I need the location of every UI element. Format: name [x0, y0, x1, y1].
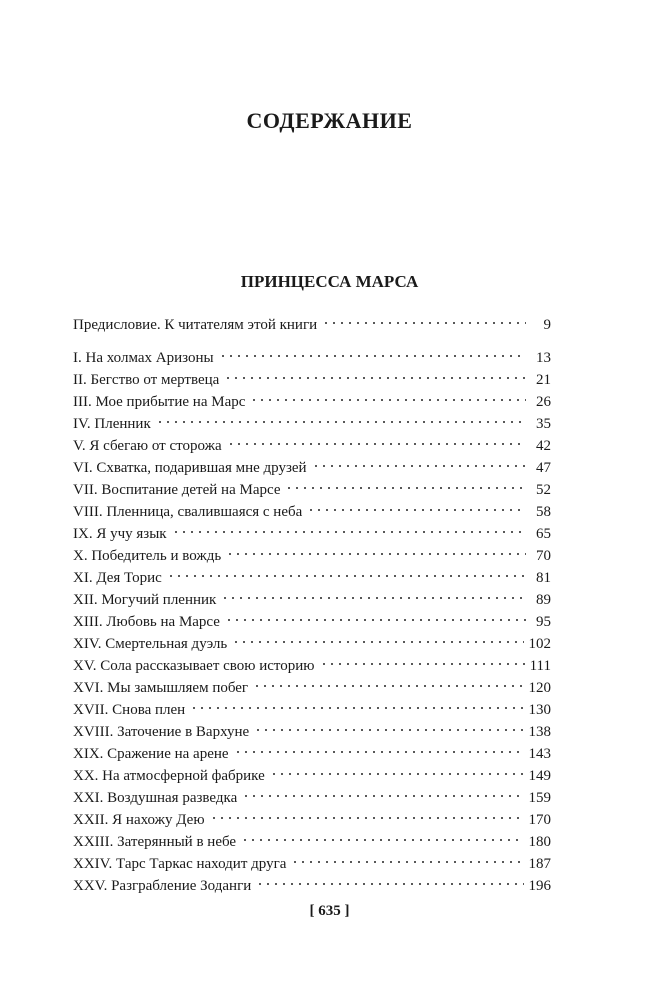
toc-entry-page: 143: [528, 746, 551, 762]
toc-entry-page: 187: [528, 856, 551, 872]
dot-leader: [172, 516, 526, 538]
toc-entry-title: IX. Я учу язык: [73, 526, 167, 542]
toc-entry-page: 52: [536, 482, 551, 498]
dot-leader: [227, 428, 526, 450]
toc-entry-title: VIII. Пленница, свалившаяся с неба: [73, 504, 303, 520]
dot-leader: [167, 560, 526, 582]
table-of-contents: [73, 307, 551, 894]
toc-entry-title: XVII. Снова плен: [73, 702, 186, 718]
toc-entry-page: 70: [536, 548, 551, 564]
toc-entry-page: 180: [528, 834, 551, 850]
toc-entry-page: 149: [528, 768, 551, 784]
toc-entry-page: 81: [536, 570, 551, 586]
toc-entry-title: XIII. Любовь на Марсе: [73, 614, 220, 630]
chapter-list: [73, 340, 551, 894]
dot-leader: [241, 824, 523, 846]
dot-leader: [307, 494, 526, 516]
toc-entry-title: XIX. Сражение на арене: [73, 746, 229, 762]
toc-entry-title: XXII. Я нахожу Дею: [73, 812, 205, 828]
toc-entry-page: 111: [529, 658, 551, 674]
toc-entry-page: 9: [543, 317, 551, 333]
toc-entry-title: I. На холмах Аризоны: [73, 350, 214, 366]
dot-leader: [256, 868, 523, 890]
dot-leader: [291, 846, 523, 868]
dot-leader: [312, 450, 526, 472]
toc-entry-title: IV. Пленник: [73, 416, 151, 432]
page-number: [ 635 ]: [309, 903, 350, 919]
toc-entry-page: 130: [528, 702, 551, 718]
toc-entry-page: 35: [536, 416, 551, 432]
dot-leader: [322, 307, 526, 329]
dot-leader: [320, 648, 525, 670]
dot-leader: [226, 538, 526, 560]
toc-entry-title: XVI. Мы замышляем побег: [73, 680, 249, 696]
dot-leader: [224, 362, 526, 384]
toc-entry-page: 58: [536, 504, 551, 520]
toc-entry-title: XI. Дея Торис: [73, 570, 162, 586]
toc-entry-page: 26: [536, 394, 551, 410]
toc-entry-title: XX. На атмосферной фабрике: [73, 768, 265, 784]
dot-leader: [253, 670, 523, 692]
toc-entry-preface: [73, 307, 551, 333]
toc-entry-title: XIV. Смертельная дуэль: [73, 636, 228, 652]
toc-entry-title: X. Победитель и вождь: [73, 548, 222, 564]
toc-entry-page: 65: [536, 526, 551, 542]
toc-entry-page: 89: [536, 592, 551, 608]
toc-entry-title: XXIV. Тарс Таркас находит друга: [73, 856, 287, 872]
toc-entry-title: II. Бегство от мертвеца: [73, 372, 220, 388]
toc-entry-title: III. Мое прибытие на Марс: [73, 394, 246, 410]
toc-entry-page: 196: [528, 878, 551, 894]
toc-entry-page: 159: [528, 790, 551, 806]
dot-leader: [210, 802, 524, 824]
toc-entry-title: XXV. Разграбление Зоданги: [73, 878, 252, 894]
toc-entry-page: 13: [536, 350, 551, 366]
dot-leader: [242, 780, 523, 802]
toc-entry-page: 42: [536, 438, 551, 454]
toc-entry-title: XXI. Воздушная разведка: [73, 790, 238, 806]
dot-leader: [156, 406, 526, 428]
toc-entry: [73, 340, 551, 366]
toc-entry-page: 120: [528, 680, 551, 696]
toc-entry-page: 170: [528, 812, 551, 828]
toc-entry-page: 102: [528, 636, 551, 652]
dot-leader: [250, 384, 526, 406]
dot-leader: [232, 626, 523, 648]
dot-leader: [254, 714, 523, 736]
toc-entry-page: 95: [536, 614, 551, 630]
toc-entry-title: XVIII. Заточение в Вархуне: [73, 724, 250, 740]
dot-leader: [234, 736, 524, 758]
dot-leader: [225, 604, 526, 626]
toc-entry-title: VI. Схватка, подарившая мне друзей: [73, 460, 307, 476]
section-title: ПРИНЦЕССА МАРСА: [240, 272, 419, 291]
toc-entry-page: 21: [536, 372, 551, 388]
dot-leader: [221, 582, 526, 604]
toc-entry-page: 138: [528, 724, 551, 740]
toc-entry-page: 47: [536, 460, 551, 476]
dot-leader: [285, 472, 526, 494]
toc-entry-title: VII. Воспитание детей на Марсе: [73, 482, 281, 498]
toc-entry-title: XII. Могучий пленник: [73, 592, 217, 608]
dot-leader: [270, 758, 524, 780]
toc-entry-title: Предисловие. К читателям этой книги: [73, 317, 318, 333]
dot-leader: [190, 692, 523, 714]
toc-entry-title: XV. Сола рассказывает свою историю: [73, 658, 315, 674]
dot-leader: [219, 340, 526, 362]
toc-entry-title: V. Я сбегаю от сторожа: [73, 438, 222, 454]
contents-heading: СОДЕРЖАНИЕ: [246, 108, 413, 133]
toc-entry-title: XXIII. Затерянный в небе: [73, 834, 237, 850]
